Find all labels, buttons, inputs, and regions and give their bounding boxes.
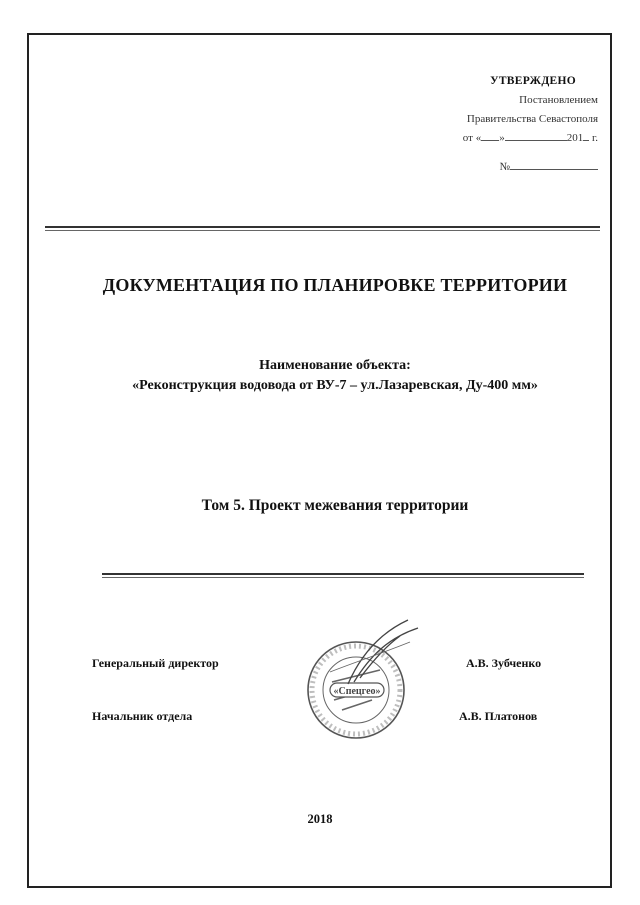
object-name: «Реконструкция водовода от ВУ-7 – ул.Лазаревская, Ду-400 мм» bbox=[132, 378, 538, 393]
director-role: Генеральный директор bbox=[92, 656, 219, 670]
month-blank bbox=[505, 140, 567, 141]
director-name: А.В. Зубченко bbox=[466, 656, 542, 670]
approval-line-2: Правительства Севастополя bbox=[466, 113, 598, 125]
top-divider bbox=[45, 226, 600, 231]
approval-number-row bbox=[463, 158, 598, 177]
object-label: Наименование объекта: bbox=[259, 358, 411, 373]
object-block bbox=[40, 356, 630, 396]
number-blank bbox=[510, 169, 598, 170]
dept-head-name: А.В. Платонов bbox=[459, 709, 538, 723]
year-blank bbox=[583, 140, 589, 141]
dept-head-role: Начальник отдела bbox=[92, 709, 193, 723]
document-year: 2018 bbox=[307, 812, 333, 826]
date-prefix: от « bbox=[462, 132, 482, 144]
day-blank bbox=[481, 140, 499, 141]
number-prefix: № bbox=[499, 161, 510, 173]
approval-title: УТВЕРЖДЕНО bbox=[490, 75, 576, 87]
middle-divider bbox=[102, 573, 584, 578]
seal-center-text: «Спецгео» bbox=[333, 686, 381, 697]
volume-title: Том 5. Проект межевания территории bbox=[201, 497, 469, 514]
approval-date-row bbox=[463, 129, 598, 148]
company-seal-stamp bbox=[290, 612, 430, 752]
date-year: 201 bbox=[566, 132, 584, 144]
approval-block bbox=[463, 72, 598, 177]
approval-line-1: Постановлением bbox=[519, 94, 598, 106]
date-mid: » bbox=[499, 132, 505, 144]
date-suffix: г. bbox=[591, 132, 598, 144]
document-title: ДОКУМЕНТАЦИЯ ПО ПЛАНИРОВКЕ ТЕРРИТОРИИ bbox=[102, 275, 568, 295]
